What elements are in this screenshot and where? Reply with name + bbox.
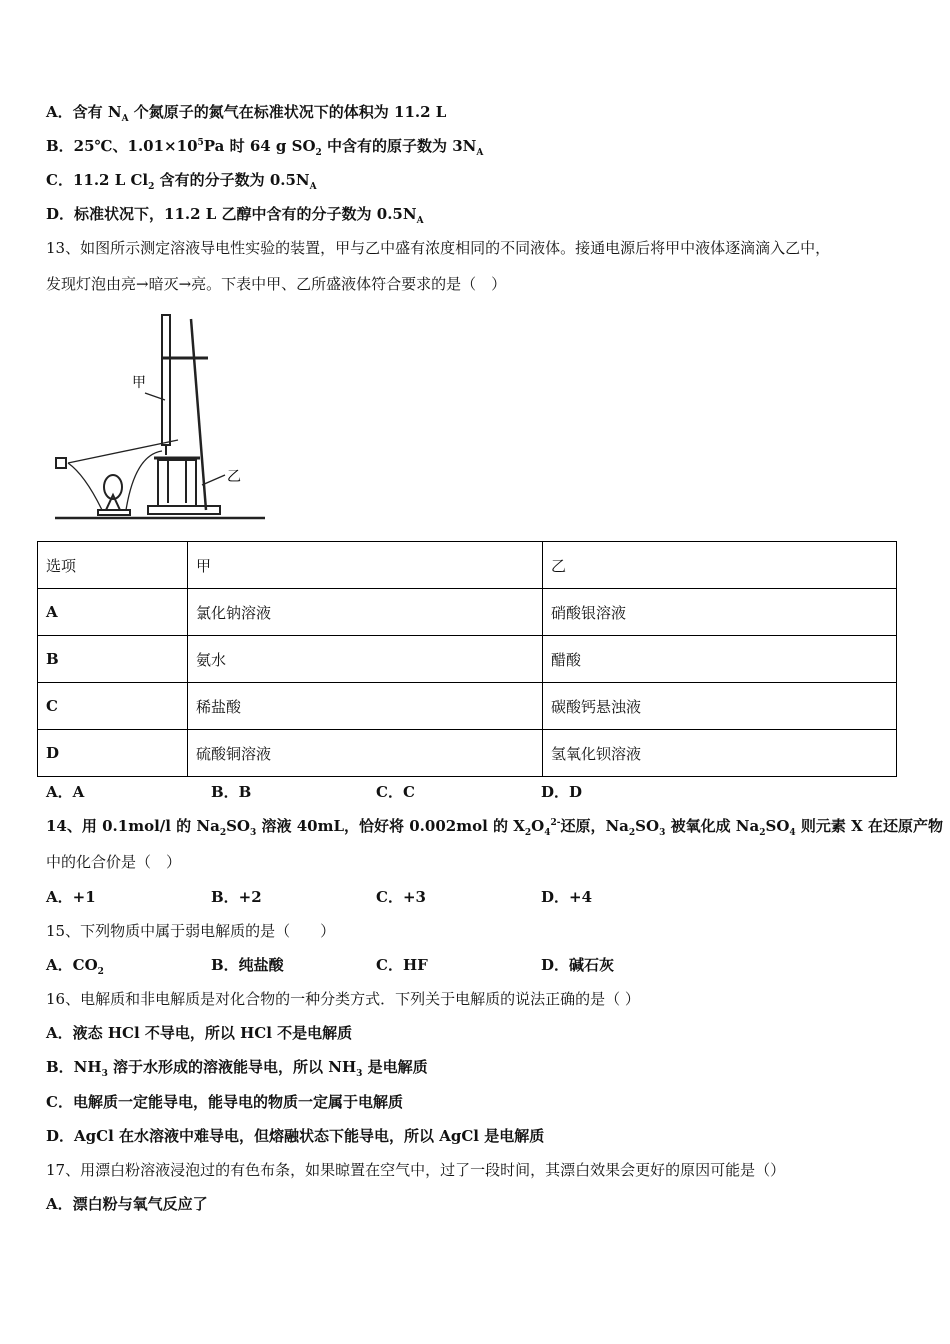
table-row [38, 636, 897, 683]
text-segment: 溶液 40mL，恰好将 0.002mol 的 X [256, 817, 525, 835]
subscript-text: 3 [356, 1069, 363, 1079]
text-segment: 14、用 0.1mol/l 的 Na [46, 817, 220, 835]
cell: 碳酸钙悬浊液 [543, 683, 897, 730]
text-segment: SO [226, 817, 250, 835]
cell: 氯化钠溶液 [188, 589, 543, 636]
text-segment: C．HF [376, 956, 428, 974]
subscript-text: 2 [628, 828, 636, 838]
text-segment: D．碱石灰 [541, 956, 615, 974]
text-segment: Pa 时 64 g SO [203, 137, 316, 155]
q12-option-d [46, 204, 424, 224]
text-segment: A．含有 N [46, 103, 122, 121]
text-segment: A．CO [46, 956, 98, 974]
text-segment: 含有的分子数为 0.5N [154, 171, 310, 189]
q14-stem-line1 [46, 816, 943, 836]
subscript-text: 4 [544, 828, 551, 838]
q16-option-d [46, 1126, 544, 1146]
cell: D [38, 730, 188, 777]
text-segment: SO [765, 817, 790, 835]
q13-stem-line1: 13、如图所示测定溶液导电性实验的装置，甲与乙中盛有浓度相同的不同液体。接通电源后将甲中液体逐滴滴入乙中， [46, 239, 831, 257]
label-yi: 乙 [227, 469, 241, 485]
q15-option-d [541, 955, 614, 975]
text-segment: 还原，Na [560, 817, 629, 835]
q13-option-b: B．B [211, 783, 252, 801]
plug [56, 458, 66, 468]
q16-option-c [46, 1092, 403, 1112]
subscript-text: A [121, 114, 129, 124]
text-segment: B．NH [46, 1058, 102, 1076]
cell: 稀盐酸 [188, 683, 543, 730]
cell: 氢氧化钡溶液 [543, 730, 897, 777]
subscript-text: 3 [101, 1069, 108, 1079]
beaker [158, 460, 196, 506]
text-segment: 中含有的原子数为 3N [321, 137, 477, 155]
subscript-text: A [309, 182, 317, 192]
q14-option-a: A．+1 [46, 888, 96, 906]
text-segment: SO [635, 817, 660, 835]
q14-option-c: C．+3 [376, 888, 426, 906]
q13-stem-line2: 发现灯泡由亮→暗灭→亮。下表中甲、乙所盛液体符合要求的是（ ） [46, 275, 507, 293]
cell: A [38, 589, 188, 636]
q12-option-c [46, 170, 317, 190]
q13-option-c: C．C [376, 783, 415, 801]
cell: 硝酸银溶液 [543, 589, 897, 636]
text-segment: C．11.2 L Cl [46, 171, 149, 189]
q13-option-d: D．D [541, 783, 583, 801]
subscript-text: 2 [219, 828, 227, 838]
text-segment: A．液态 HCl 不导电，所以 HCl 不是电解质 [46, 1024, 353, 1042]
cell: 氨水 [188, 636, 543, 683]
cell: 硫酸铜溶液 [188, 730, 543, 777]
q13-option-a: A．A [46, 783, 85, 801]
q14-option-b: B．+2 [211, 888, 262, 906]
q15-option-a [46, 955, 104, 975]
text-segment: D．标准状况下，11.2 L 乙醇中含有的分子数为 0.5N [46, 205, 417, 223]
q14-stem-line2: 中的化合价是（ ） [46, 853, 182, 871]
supscript-text: 2- [550, 818, 561, 828]
q17-option-a: A．漂白粉与氧气反应了 [46, 1195, 208, 1213]
q16-stem: 16、电解质和非电解质是对化合物的一种分类方式．下列关于电解质的说法正确的是（ ） [46, 990, 640, 1008]
table-row [38, 730, 897, 777]
text-segment: 个氮原子的氮气在标准状况下的体积为 11.2 L [128, 103, 447, 121]
text-segment: C．电解质一定能导电，能导电的物质一定属于电解质 [46, 1093, 403, 1111]
cell: B [38, 636, 188, 683]
q16-option-b [46, 1057, 428, 1077]
text-segment: B．25℃、1.01×10 [46, 137, 198, 155]
header-jia: 甲 [188, 542, 543, 589]
table-row [38, 589, 897, 636]
subscript-text: 3 [250, 828, 257, 838]
header-yi: 乙 [543, 542, 897, 589]
q15-option-b [211, 955, 284, 975]
q15-option-c [376, 955, 428, 975]
q12-option-a [46, 102, 446, 122]
header-option: 选项 [38, 542, 188, 589]
conductivity-apparatus-figure [40, 305, 280, 530]
stand-base [148, 506, 220, 514]
q12-option-b [46, 136, 483, 156]
cell: C [38, 683, 188, 730]
cell: 醋酸 [543, 636, 897, 683]
subscript-text: 3 [659, 828, 666, 838]
text-segment: O [531, 817, 545, 835]
label-jia: 甲 [132, 375, 146, 391]
supscript-text: 5 [197, 138, 204, 148]
subscript-text: 4 [789, 828, 796, 838]
subscript-text: 2 [524, 828, 532, 838]
subscript-text: 2 [759, 828, 766, 838]
q17-stem: 17、用漂白粉溶液浸泡过的有色布条，如果晾置在空气中，过了一段时间，其漂白效果会更好的原因可能是（） [46, 1161, 786, 1179]
subscript-text: A [476, 148, 484, 158]
table-row [38, 683, 897, 730]
q14-option-d: D．+4 [541, 888, 593, 906]
subscript-text: 2 [97, 967, 104, 977]
text-segment: B．纯盐酸 [211, 956, 284, 974]
q16-option-a [46, 1023, 352, 1043]
table-header-row [38, 542, 897, 589]
text-segment: 是电解质 [362, 1058, 428, 1076]
q13-table [37, 541, 897, 777]
subscript-text: 2 [315, 148, 322, 158]
text-segment: 溶于水形成的溶液能导电，所以 NH [107, 1058, 357, 1076]
subscript-text: 2 [148, 182, 155, 192]
burette [162, 315, 170, 445]
text-segment: D．AgCl 在水溶液中难导电，但熔融状态下能导电，所以 AgCl 是电解质 [46, 1127, 545, 1145]
subscript-text: A [416, 216, 424, 226]
text-segment: 被氧化成 Na [665, 817, 760, 835]
text-segment: 则元素 X 在还原产物 [795, 817, 943, 835]
stand-rod [191, 319, 206, 510]
q15-stem: 15、下列物质中属于弱电解质的是（ ） [46, 922, 336, 940]
